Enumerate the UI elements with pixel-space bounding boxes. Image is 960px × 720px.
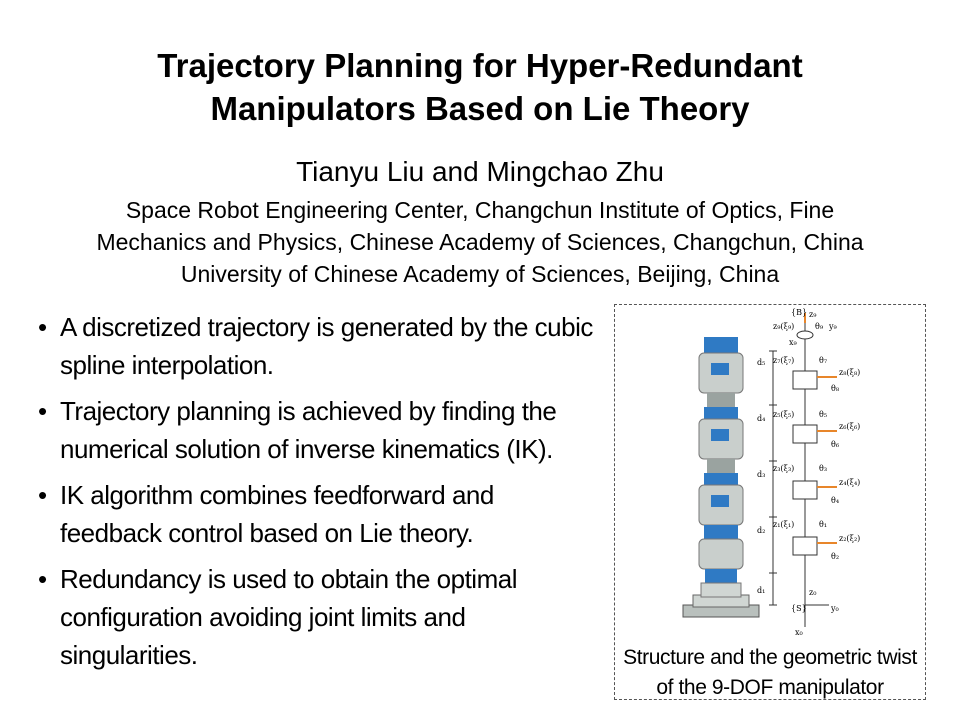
svg-text:θ₃: θ₃: [819, 464, 828, 473]
svg-text:d₄: d₄: [757, 414, 766, 423]
affiliation-line-2: Mechanics and Physics, Chinese Academy of Sciences, Changchun, China: [96, 229, 864, 255]
affiliation-line-1: Space Robot Engineering Center, Changchun Institute of Optics, Fine: [125, 197, 835, 223]
bullet-item: • A discretized trajectory is generated by the cubic spline interpolation.: [38, 308, 598, 384]
svg-text:z₃(ξ₃): z₃(ξ₃): [773, 464, 795, 473]
svg-text:d₂: d₂: [757, 526, 766, 535]
svg-text:z₀: z₀: [809, 588, 817, 597]
robot-photo: [683, 337, 759, 617]
svg-text:y₉: y₉: [829, 322, 837, 331]
manipulator-figure: [614, 304, 926, 700]
svg-text:{B}: {B}: [791, 308, 808, 317]
svg-text:z₅(ξ₅): z₅(ξ₅): [773, 410, 795, 419]
svg-text:d₃: d₃: [757, 470, 766, 479]
svg-text:z₈(ξ₈): z₈(ξ₈): [839, 368, 861, 377]
figure-caption: Structure and the geometric twist of the 9-DOF manipulator: [623, 646, 917, 699]
bullet-item: • IK algorithm combines feedforward and feedback control based on Lie theory.: [38, 476, 598, 552]
svg-text:θ₆: θ₆: [831, 440, 840, 449]
bullet-list: [38, 308, 598, 682]
svg-text:z₉: z₉: [809, 310, 817, 319]
svg-text:θ₄: θ₄: [831, 496, 840, 505]
svg-text:z₁(ξ₁): z₁(ξ₁): [773, 520, 795, 529]
manipulator-diagram: [615, 305, 925, 641]
svg-text:z₉(ξ₉): z₉(ξ₉): [773, 322, 795, 331]
title-line-2: Manipulators Based on Lie Theory: [210, 90, 750, 127]
paper-title: [0, 44, 960, 130]
svg-text:x₀: x₀: [795, 628, 803, 637]
svg-text:x₉: x₉: [789, 338, 797, 347]
svg-text:θ₇: θ₇: [819, 356, 828, 365]
title-line-1: Trajectory Planning for Hyper-Redundant: [157, 47, 803, 84]
svg-text:θ₈: θ₈: [831, 384, 840, 393]
affiliation-line-3: University of Chinese Academy of Sciences, Beijing, China: [180, 261, 780, 287]
affiliations: [0, 194, 960, 290]
svg-text:d₅: d₅: [757, 358, 766, 367]
svg-text:{S}: {S}: [791, 604, 807, 613]
svg-text:θ₂: θ₂: [831, 552, 840, 561]
bullet-item: • Redundancy is used to obtain the optimal configuration avoiding joint limits and singularities.: [38, 560, 598, 674]
svg-text:θ₁: θ₁: [819, 520, 828, 529]
svg-text:y₀: y₀: [831, 604, 839, 613]
bullet-item: • Trajectory planning is achieved by finding the numerical solution of inverse kinematics (IK).: [38, 392, 598, 468]
svg-text:z₄(ξ₄): z₄(ξ₄): [839, 478, 861, 487]
authors: Tianyu Liu and Mingchao Zhu: [296, 156, 664, 187]
svg-text:θ₅: θ₅: [819, 410, 828, 419]
svg-text:z₂(ξ₂): z₂(ξ₂): [839, 534, 861, 543]
svg-text:θ₉: θ₉: [815, 322, 824, 331]
svg-text:z₇(ξ₇): z₇(ξ₇): [773, 356, 795, 365]
svg-text:z₆(ξ₆): z₆(ξ₆): [839, 422, 861, 431]
svg-text:d₁: d₁: [757, 586, 766, 595]
schematic-labels: [757, 308, 860, 637]
